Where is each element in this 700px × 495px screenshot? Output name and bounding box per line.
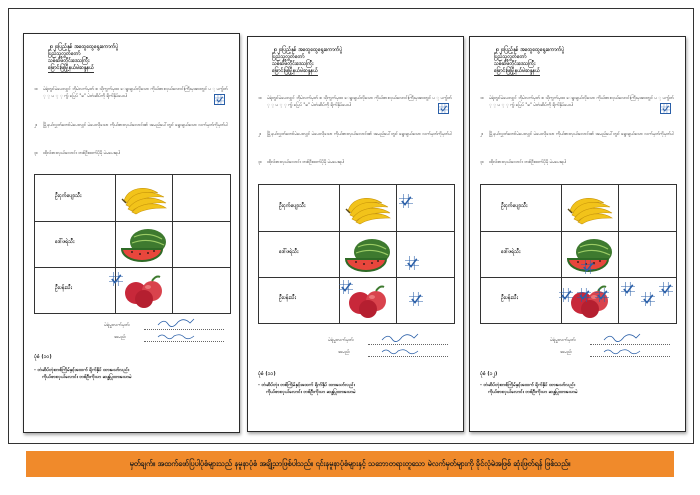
note-banner bbox=[26, 451, 674, 477]
candidate-row bbox=[481, 185, 676, 232]
candidate-row bbox=[35, 221, 230, 268]
example-stamp-icon bbox=[660, 103, 671, 114]
ballot-header bbox=[494, 47, 674, 76]
vote-stamp-icon bbox=[559, 287, 573, 300]
signature-label: မဲရုံမှူးလက်မှတ်၊ bbox=[328, 338, 354, 343]
vote-stamp-icon bbox=[659, 281, 673, 294]
ballot-header bbox=[272, 47, 452, 76]
instruction-1: ၁။ မဲရုံတွင်မဲပေးလျှင် ဘိုမဲလက်မှတ် စ သိုကွက်မှထ ေရွးချယ်လိုသော ကိုယ်စားလှယ်လောင်းကြီးမှအားတွင် ပ ့ ပက်ွတ် ့ ့ ပ ့ ့ က်ွ ပြေပ် "ဓ" မဲတံဆိပ်ကို ရိုက်နှိပ်ပေးပါ bbox=[258, 96, 452, 109]
watermelon-icon bbox=[118, 225, 170, 263]
vote-stamp-icon bbox=[399, 193, 413, 206]
signature-label: မဲရုံမှူးလက်မှတ်၊ bbox=[550, 338, 576, 343]
vote-stamp-icon bbox=[109, 271, 123, 284]
candidate-name: ဦးငှက်ပျောသီး bbox=[501, 203, 528, 209]
vote-stamp-icon bbox=[641, 291, 655, 304]
vote-stamp-icon bbox=[595, 287, 609, 300]
header-line: မြောင်းမြမြို့နယ်မဲဆန္ဒနယ် bbox=[494, 68, 540, 74]
ballot-note: - တံဆိပ်တုံးတစ်ကြိမ်နှင့်အထက် ရိုက်နှိပ် ထားသော်လည်း ကိုယ်စားလှယ်လောင်း တစ်ဦးကိုသာ ဆန္ဒပြုထားသောမဲ bbox=[34, 368, 132, 380]
ballot-note: - တံဆိပ်တုံး တစ်ကြိမ်နှင့်အထက် ရိုက်နှိပ် ထားသော်လည်း ကိုယ်စားလှယ်လောင်း တစ်ဦးကိုသာ ဆန္ဒပြုထားသောမဲ bbox=[258, 383, 356, 395]
name-label: အမည်၊ bbox=[114, 335, 127, 340]
vote-stamp-icon bbox=[409, 291, 423, 304]
candidate-row bbox=[35, 267, 230, 314]
apple-icon bbox=[118, 271, 170, 309]
candidate-grid bbox=[480, 184, 677, 324]
header-line: သစ်ဆိမ်တိုင်းဒေသကြီး bbox=[494, 61, 536, 67]
form-number: ပုံစံ (၁၂) bbox=[480, 371, 498, 377]
candidate-grid bbox=[34, 174, 231, 314]
instruction-3: ၃။ ထိုလ်စားလှယ်လောင်း တစ်ဦးထက်ပိုမို မဲမပေးရပါ bbox=[480, 160, 567, 165]
form-number: ပုံစံ (၁၀) bbox=[34, 354, 52, 360]
signature-scribble-icon bbox=[380, 331, 420, 343]
ballot-sample-3 bbox=[469, 36, 686, 432]
vote-stamp-icon bbox=[339, 279, 353, 292]
header-line: သစ်ဆိမ်တိုင်းဒေသကြီး bbox=[272, 61, 314, 67]
instruction-1: ၁။ မဲရုံတွင်မဲပေးလျှင် ဘိုမဲလက်မှတ် စ သိုကွက်မှထ ေရွးချယ်လိုသော ကိုယ်စားလှယ်လောင်းကြီးမှအားတွင် ပ ့ ပက်ွတ် ့ ့ ပ ့ ့ က်ွ ပြေပ် "ဓ" မဲတံဆိပ်ကို ရိုက်နှိပ်ပေးပါ bbox=[480, 96, 674, 109]
name-scribble-icon bbox=[156, 331, 196, 341]
candidate-row bbox=[259, 277, 454, 324]
header-line: ၂၀၂၀ပြည့်နှစ် အထွေထွေရွေးကောက်ပွဲ bbox=[48, 44, 119, 50]
candidate-name: ဦးငှက်ပျောသီး bbox=[55, 193, 82, 199]
header-line: ၂၀၂၀ပြည့်နှစ် အထွေထွေရွေးကောက်ပွဲ bbox=[494, 47, 565, 53]
example-stamp-icon bbox=[214, 94, 225, 105]
candidate-name: ဒေါ်ဖရဲသီး bbox=[501, 249, 521, 255]
header-line: ၂၀၂၀ပြည့်နှစ် အထွေထွေရွေးကောက်ပွဲ bbox=[272, 47, 343, 53]
instruction-2: ၂။ မြို့နယ်လွှတ်တော်မဲပေးလျှင် မဲပေးလိုသော ကိုယ်စားလှယ်လောင်း၏ အမည်ပေါ်တွင် ရွေးချယ်သော လက်မှတ်ကိုမှတ်ပါ bbox=[34, 123, 228, 128]
instruction-2: ၂။ မြို့နယ်လွှတ်တော်မဲပေးလျှင် မဲပေးလိုသော ကိုယ်စားလှယ်လောင်း၏ အမည်ပေါ်တွင် ရွေးချယ်သော လက်မှတ်ကိုမှတ်ပါ bbox=[480, 132, 674, 137]
instruction-2: ၂။ မြို့နယ်လွှတ်တော်မဲပေးလျှင် မဲပေးလိုသော ကိုယ်စားလှယ်လောင်း၏ အမည်ပေါ်တွင် ရွေးချယ်သော လက်မှတ်ကိုမှတ်ပါ bbox=[258, 132, 452, 137]
vote-stamp-icon bbox=[577, 287, 591, 300]
header-line: မြောင်းမြမြို့နယ်မဲဆန္ဒနယ် bbox=[48, 65, 94, 71]
instruction-3: ၃။ ထိုလ်စားလှယ်လောင်း တစ်ဦးထက်ပိုမို မဲမပေးရပါ bbox=[258, 160, 345, 165]
example-stamp-icon bbox=[438, 103, 449, 114]
candidate-row bbox=[481, 231, 676, 278]
header-line: ပြည်သူ့လွှတ်တော် bbox=[272, 54, 305, 60]
name-label: အမည်၊ bbox=[338, 350, 351, 355]
banana-icon bbox=[342, 189, 394, 227]
ballot-sample-1 bbox=[23, 33, 240, 433]
candidate-row bbox=[35, 175, 230, 222]
vote-stamp-icon bbox=[581, 259, 595, 272]
candidate-row bbox=[259, 185, 454, 232]
instruction-1: ၁။ မဲရုံတွင်မဲပေးလျှင် ဘိုမဲလက်မှတ် စ သိုကွက်မှထ ေရွးချယ်လိုသော ကိုယ်စားလှယ်လောင်းကြီးမှအားတွင် ပ ့ ပက်ွတ် ့ ့ ပ ့ ့ က်ွ ပြေပ် "ဓ" မဲတံဆိပ်ကို ရိုက်နှိပ်ပေးပါ bbox=[34, 87, 228, 100]
header-line: သစ်ဆိမ်တိုင်းဒေသကြီး bbox=[48, 58, 90, 64]
candidate-name: ဒေါ်ဖရဲသီး bbox=[279, 249, 299, 255]
ballot-note: - တံဆိပ်တုံးတစ်ကြိမ်နှင့်အထက် ရိုက်နှိပ် ထားသော်လည်း ကိုယ်စားလှယ်လောင်း တစ်ဦးကိုသာ ဆန္ဒပြုထားသောမဲ bbox=[480, 383, 578, 395]
header-line: ပြည်သူ့လွှတ်တော် bbox=[48, 51, 81, 57]
signature-label: မဲရုံမှူးလက်မှတ်၊ bbox=[104, 323, 130, 328]
vote-stamp-icon bbox=[405, 255, 419, 268]
candidate-name: ဦးပန်းသီး bbox=[279, 295, 296, 301]
header-line: ပြည်သူ့လွှတ်တော် bbox=[494, 54, 527, 60]
ballot-header bbox=[48, 44, 228, 73]
candidate-grid bbox=[258, 184, 455, 324]
candidate-name: ဦးငှက်ပျောသီး bbox=[279, 203, 306, 209]
ballot-sample-2 bbox=[247, 36, 464, 432]
note-text: မှတ်ချက်။ အထက်ဖော်ပြပါပုံစံများသည် နမူနာပုံစံ အချို့သာဖြစ်ပါသည်။ ၎င်းနမူနာပုံစံများနှင့် သဘောတရားတူသော မဲလက်မှတ်များကို ခိုင်လုံမဲအဖြစ် ဆုံးဖြတ်ရန် ဖြစ်သည်။ bbox=[129, 458, 571, 468]
banana-icon bbox=[564, 189, 616, 227]
name-scribble-icon bbox=[602, 346, 642, 356]
name-label: အမည်၊ bbox=[560, 350, 573, 355]
banana-icon bbox=[118, 179, 170, 217]
name-scribble-icon bbox=[380, 346, 420, 356]
instruction-3: ၃။ ထိုလ်စားလှယ်လောင်း တစ်ဦးထက်ပိုမို မဲမပေးရပါ bbox=[34, 151, 121, 156]
candidate-name: ဒေါ်ဖရဲသီး bbox=[55, 239, 75, 245]
candidate-name: ဦးပန်းသီး bbox=[501, 295, 518, 301]
watermelon-icon bbox=[342, 235, 394, 273]
signature-scribble-icon bbox=[602, 331, 642, 343]
signature-scribble-icon bbox=[156, 316, 196, 328]
form-number: ပုံစံ (၁၁) bbox=[258, 371, 276, 377]
vote-stamp-icon bbox=[621, 281, 635, 294]
candidate-name: ဦးပန်းသီး bbox=[55, 285, 72, 291]
header-line: မြောင်းမြမြို့နယ်မဲဆန္ဒနယ် bbox=[272, 68, 318, 74]
candidate-row bbox=[259, 231, 454, 278]
